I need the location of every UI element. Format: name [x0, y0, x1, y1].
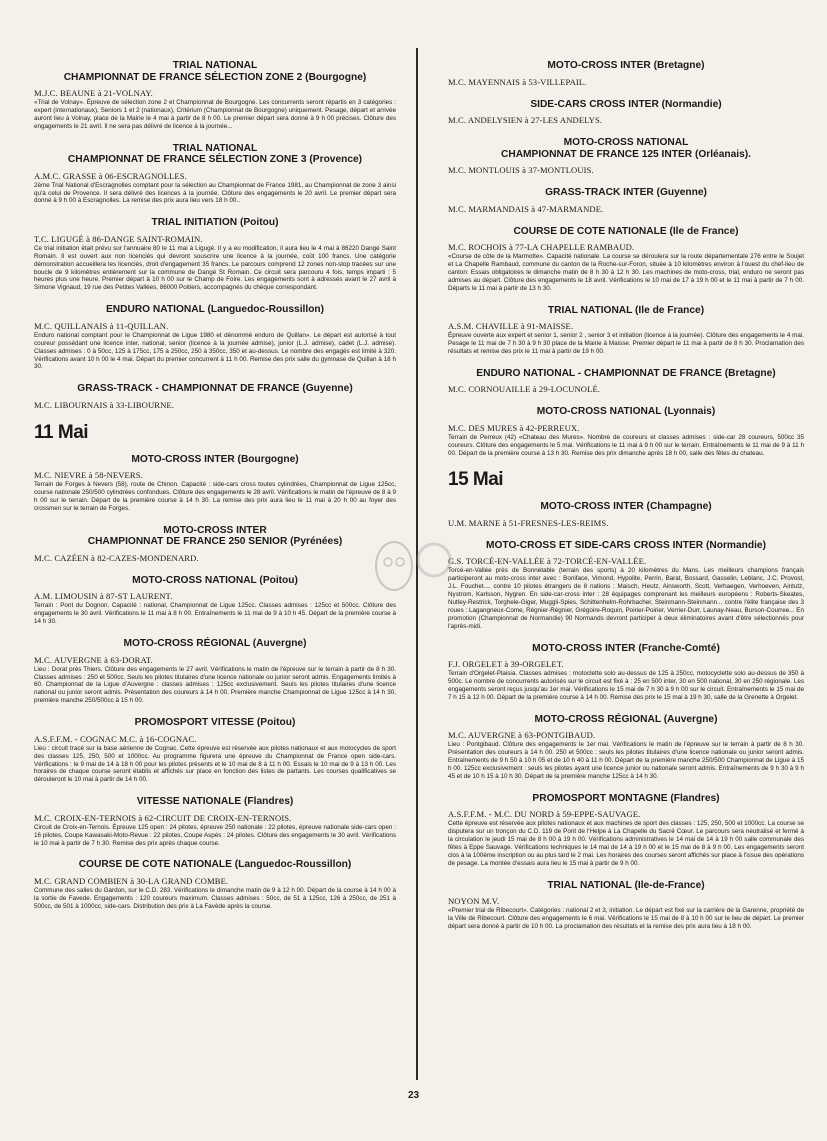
organizer-line: M.C. ANDELYSIEN à 27-LES ANDELYS. [448, 115, 603, 125]
event-entry [34, 383, 396, 410]
event-entry [448, 99, 804, 126]
event-heading: TRIAL INITIATION (Poitou) [151, 217, 279, 229]
organizer-line: A.M. LIMOUSIN à 87-ST LAURENT. [34, 591, 173, 602]
event-entry [448, 60, 804, 87]
organizer-line: M.J.C. BEAUNE à 21-VOLNAY. [34, 88, 153, 98]
event-entry [448, 714, 804, 781]
left-column [34, 60, 396, 923]
organizer-line: M.C. GRAND COMBIEN à 30-LA GRAND COMBE. [34, 875, 229, 886]
event-description: Terrain : Pont du Dognon. Capacité : national, Championnat de Ligue 125cc. Classes admises : 125cc et 500cc. Clôture des engagements le 30 avril. Vérifications le 11 mai à 8 h 00. Entraînements le 11 mai de 9 à 10 h 45. Départ de la première course à 14 h 30. [34, 602, 396, 626]
organizer-line: M.C. CAZÉEN à 82-CAZES-MONDENARD. [34, 552, 199, 563]
event-heading: CHAMPIONNAT DE FRANCE 250 SENIOR (Pyrénées) [87, 536, 343, 548]
organizer-line: M.C. CORNOUAILLE à 29-LOCUNOLÉ. [448, 384, 601, 395]
event-heading: MOTO-CROSS NATIONAL [563, 137, 689, 148]
organizer-line: T.C. LIGUGÉ à 86-DANGE SAINT-ROMAIN. [34, 233, 203, 244]
event-description: «Trial de Volnay». Épreuve de sélection zone 2 et Championnat de Bourgogne. Les concurrents seront répartis en 3 catégories : expert (internationaux), Seniors 1 et 2 (nationaux), Critérium (Championnat de Bourgogne) uniquement. Pesage, départ et arrivée auront lieu à Volnay, place de la Mairie le 4 mai à partir de 8 h 00. Le premier départ sera donné à 9 h 00 précises. Clôture des engagements le 21 avril. Il ne sera pas délivré de licence à la journée... [34, 99, 396, 130]
organizer-line: NOYON M.V. [448, 896, 500, 907]
event-description: Terrain de Perreux (42) «Chateau des Mures». Nombre de coureurs et classes admises : side-car 28 coureurs, 500cc 35 coureurs. Clôture des engagements le 5 mai. Vérifications le 11 mai à 9 h 00 sur le terrain. Entraînements le 11 mai de 9 à 11 h 00. Départ de la première course à 13 h 30. Remise des prix dimanche après 18 h 00, salle des fêtes du chateau. [448, 433, 804, 457]
watermark-logo-icon [366, 528, 456, 598]
event-description: Ce trial initiation était prévu sur l'annuaire 80 le 11 mai à Ligugé. Il y a eu modification, il aura lieu le 4 mai à 86220 Dangé Saint Romain. Il est ouvert aux non licenciés qui devront souscrire une licence à la journée, coût 100 francs. Une catégorie démonstration accueillera les licenciés, droit d'engagement 35 francs. Le parcours comprend 12 zones non-stop tracées sur une boucle de 9 kilomètres entièrement sur la commune de Dangé St Romain. Ce circuit sera parcouru 4 fois, temps imparti : 5 heures plus une heure. Premier départ à 10 h 00 sur le Champ de Foire. Les engagements sont à adressés avant le 27 avril à Simone Vignaud, 19 rue des Petites Vallées, 86000 Poitiers, accompagnés du chèque correspondant. [34, 244, 396, 292]
event-entry [34, 60, 396, 131]
left-entries-b [34, 454, 396, 911]
event-heading: ENDURO NATIONAL (Languedoc-Roussillon) [105, 304, 325, 316]
event-entry [34, 217, 396, 292]
event-description: Circuit de Croix-en-Ternois. Épreuve 125 open : 24 pilotes, épreuve 250 nationale : 22 pilotes, épreuve nationale side-cars open : 16 pilotes, Coupe Kawasaki-Moto-Revue : 22 pilotes, Coupe Aspés : 24 pilotes. Clôture des engagements le 30 avril. Vérifications le 10 mai à partir de 7 h 30. Remise des prix après chaque course. [34, 823, 396, 847]
organizer-line: M.C. AUVERGNE à 63-DORAT. [34, 654, 153, 665]
event-description: 2ème Trial National d'Escragnolles comptant pour la sélection au Championnat de France 1981, au Championnat de zone 3 ainsi qu'à celui de Provence. Il sera délivré des licences à la journée. Clôture des engagements le 20 avril. Le premier départ sera donné à 9 h 00 à Escragnolles. La remise des prix aura lieu vers 18 h 00.. [34, 181, 396, 205]
event-entry [34, 454, 396, 513]
event-description: «Course de côte de la Marmotte». Capacité nationale. La course se déroulera sur la route départementale 276 entre le Soujet et La Chapelle Rambaud, commune du canton de la Roche-sur-Foron, située à 10 kilomètres environ à l'ouest du chef-lieu de canton: Essais obligatoires le dimanche matin de 8 h 30 à 12 h 30. Les machines de moto-cross, trial, enduro ne seront pas admises au départ. Clôture des engagements le 18 avril. Vérifications le 10 mai de 17 à 19 h 00 et le 11 mai à partir de 7 h 00. Départs le 11 mai à partir de 13 h 30. [448, 253, 804, 292]
right-entries-b [448, 501, 804, 931]
event-heading: SIDE-CARS CROSS INTER (Normandie) [530, 98, 722, 110]
event-heading: COURSE DE COTE NATIONALE (Languedoc-Roussillon) [78, 859, 352, 871]
event-heading: CHAMPIONNAT DE FRANCE SÉLECTION ZONE 3 (Provence) [67, 154, 363, 166]
event-heading: PROMOSPORT VITESSE (Poitou) [134, 717, 296, 729]
event-description: Commune des salles du Gardon, sur le C.D. 283. Vérifications le dimanche matin de 9 à 12 h 00. Départ de la course à 14 h 00 à la sortie de Favede. Engagements : 120 coureurs maximum. Classes admises : 50cc, de 51 à 125cc, 126 à 250cc, de 251 à 500cc, de 501 à 1000cc, side-cars. Distribution des prix à La Favède après la course. [34, 886, 396, 910]
event-entry [448, 406, 804, 457]
event-entry [448, 793, 804, 868]
event-heading: MOTO-CROSS ET SIDE-CARS CROSS INTER (Normandie) [486, 539, 766, 551]
event-heading: TRIAL NATIONAL [172, 60, 258, 71]
event-heading: TRIAL NATIONAL [172, 142, 258, 154]
event-heading: MOTO-CROSS INTER (Bretagne) [547, 60, 705, 71]
organizer-line: U.M. MARNE à 51-FRESNES-LES-REIMS. [448, 517, 609, 528]
organizer-line: M.C. QUILLANAIS à 11-QUILLAN. [34, 320, 169, 331]
event-entry [34, 575, 396, 626]
event-entry [448, 501, 804, 528]
event-entry [448, 643, 804, 702]
event-heading: GRASS-TRACK INTER (Guyenne) [545, 187, 707, 198]
event-description: Lieu : Dorat près Thiers. Clôture des engagements le 27 avril. Vérifications le matin de l'épreuve sur le terrain à partir de 8 h 30. Classes admises : 250 et 500cc. Seuls les pilotes titulaires d'une licence nationale ou junior seront admis. Engagements limités à 60. Championnat de la Ligue d'Auvergne : classes admises : 125cc exclusivement. Seuls les pilotes titulaires d'une licence national ou junior seront admis. Présentation des coureurs à 14 h 00. Première manche Championnat de Ligue 125cc à 14 h 30, première manche 250/500cc à 15 h 00. [34, 665, 396, 705]
event-heading: MOTO-CROSS NATIONAL (Lyonnais) [536, 406, 716, 418]
event-heading: VITESSE NATIONALE (Flandres) [136, 796, 294, 808]
event-entry [448, 880, 804, 931]
event-description: Lieu : circuit tracé sur la base aérienne de Cognac. Cette épreuve est réservée aux pilotes nationaux et aux motocycles de sport des classes 125, 250, 500 et 1000cc. Au programme figurera une épreuve du Championnat de France open side-cars. Vérifications : le 9 mai de 14 à 18 h 00 pour les pilotes présents et le 10 mai de 8 à 11 h 00. Essais le 10 mai de 9 à 13 h 00. Les horaires de chaque course seront établis et affichés sur place en fonction des listes de partants. Les courses qualificatives se dérouleront le 10 mai à partir de 14 h 00. [34, 744, 396, 784]
event-heading: MOTO-CROSS INTER (Franche-Comté) [532, 642, 720, 654]
event-heading: ENDURO NATIONAL - CHAMPIONNAT DE FRANCE (Bretagne) [476, 367, 776, 379]
event-entry [448, 540, 804, 631]
organizer-line: M.C. MONTLOUIS à 37-MONTLOUIS. [448, 165, 594, 175]
organizer-line: M.C. CROIX-EN-TERNOIS à 62-CIRCUIT DE CROIX-EN-TERNOIS. [34, 812, 292, 823]
event-entry [34, 638, 396, 705]
event-entry [448, 305, 804, 356]
organizer-line: M.C. MAYENNAIS à 53-VILLEPAIL. [448, 76, 587, 87]
event-entry [448, 368, 804, 395]
event-entry [34, 859, 396, 910]
day-heading-11-mai: 11 Mai [34, 421, 89, 443]
event-description: Lieu : Pontgibaud. Clôture des engagements le 1er mai. Vérifications le matin de l'épreuve sur le terrain à partir de 8 h 30. Présentation des coureurs à 14 h 00. 250 et 500cc : seuls les pilotes titulaires d'une licence nationale ou junior seront admis. Entraînements de 9 h 50 à 10 h 05 et de 10 h 40 à 11 h 00. Départ de la première manche 250/500 Championnat de Ligue à 15 h 00. 125cc exclusivement : seuls les pilotes ayant une licence junior ou nationale seront admis. Entraînements de 9 h 30 à 9 h 45 et de 10 h 15 à 10 h 30. Départ de la première manche 125cc à 14 h 30. [448, 741, 804, 780]
organizer-line: M.C. ROCHOIS à 77-LA CHAPELLE RAMBAUD. [448, 242, 635, 252]
event-entry [448, 187, 804, 214]
organizer-line: M.C. NIEVRE à 58-NEVERS. [34, 470, 143, 481]
organizer-line: F.J. ORGELET à 39-ORGELET. [448, 659, 564, 670]
event-description: Terrain d'Orgelet-Plaisia. Classes admises : motoclette solo au-dessus de 125 à 250cc, motocyclette solo au-dessus de 350 à 500c. Le nombre de concurrents autorisés sur le circuit est fixé à : 25 en 500 inter, 30 en 500 national, 30 en 250 régionale. Les engagements seront reçus jusqu'au 1er mai. Vérifications le 15 mai de 7 h 30 à 9 h 00 sur le circuit. Entraînements le 15 mai de 7 h 15 à 12 h 00. Départ de la première course à 14 h 00. Remise des prix le 15 mai à 19 h 30, salle de la Grenette à Orgelet. [448, 670, 804, 701]
organizer-line: A.S.F.F.M. - COGNAC M.C. à 16-COGNAC. [34, 733, 197, 744]
right-entries-a [448, 60, 804, 457]
event-heading: MOTO-CROSS INTER (Champagne) [540, 501, 712, 513]
event-description: Cette épreuve est réservée aux pilotes nationaux et aux machines de sport des classes : 125, 250, 500 et 1000cc. La course se disputera sur un tronçon du C.D. 119 de Pont de l'Helpe à La Chapelle du Sacré Cœur. Le parcours sera neutralisé et fermé à la circulation le jeudi 15 mai de 8 h 00 à 19 h 00. Vérifications administratives le 14 mai de 14 à 19 h 00 salle communale des fêtes à Eppe Sauvage. Vérifications techniques le 14 mai de 14 à 19 h 00 et le 15 mai de 8 à 9 h 00. Les engagements seront clos à la 100ème inscription ou au plus tard le 2 mai. Les horaires des courses seront affichés sur place à l'issue des opérations de pesage. La montée d'essais aura lieu le 15 mai à partir de 9 h 00. [448, 820, 805, 867]
event-entry [34, 717, 396, 784]
event-description: «Premier trial de Ribecourt». Catégories : national 2 et 3, initiation. Le départ est fixé sur la carrière de la Garenne, propriété de la Ville de Ribecourt. Clôture des engagements le 6 mai. Vérifications le 15 mai de 8 à 10 h 00 sur le lieu de départ. Le premier départ sera donné à partir de 10 h 00. La proclamation des résultats et la remise des prix aura lieu à 18 h 00. [448, 907, 804, 931]
organizer-line: M.C. LIBOURNAIS à 33-LIBOURNE. [34, 399, 175, 410]
event-heading: MOTO-CROSS RÉGIONAL (Auvergne) [534, 713, 718, 725]
event-description: Enduro national comptant pour le Championnat de Ligue 1980 et dénommé enduro de Quillan». Le départ est autorisé à tout coureur possédant une licence inter, national, senior (licence à la journée admise), junior (L.J. admise), cadet (L.J. admise). Classes admises : 0 à 50cc, 125 à 175cc, 175 à 250cc, 250 à 350cc, 350 et au-dessus. Le nombre des engagés est limité à 320. Vérifications avant 10 h 00 le 4 mai. Départ du premier concurrent à 11 h 00. Remise des prix salle du gymnase de Quillan à 18 h 30. [34, 331, 396, 371]
event-entry [448, 137, 804, 175]
page-number: 23 [407, 1090, 420, 1101]
event-heading: GRASS-TRACK - CHAMPIONNAT DE FRANCE (Guyenne) [77, 383, 353, 395]
day-heading-15-mai: 15 Mai [448, 469, 504, 491]
right-column [448, 60, 804, 943]
organizer-line: G.S. TORCÉ-EN-VALLÉE à 72-TORCÉ-EN-VALLÉE. [448, 556, 647, 567]
event-heading: CHAMPIONNAT DE FRANCE SÉLECTION ZONE 2 (Bourgogne) [63, 71, 367, 83]
organizer-line: A.S.F.F.M. - M.C. DU NORD à 59-EPPE-SAUVAGE. [448, 809, 641, 820]
event-entry [34, 143, 396, 206]
organizer-line: M.C. MARMANDAIS à 47-MARMANDE. [448, 203, 604, 214]
event-entry [448, 226, 804, 293]
event-heading: PROMOSPORT MONTAGNE (Flandres) [532, 792, 720, 804]
event-heading: MOTO-CROSS INTER [163, 524, 267, 536]
event-heading: MOTO-CROSS INTER (Bourgogne) [131, 453, 299, 465]
event-heading: MOTO-CROSS NATIONAL (Poitou) [132, 574, 298, 586]
organizer-line: A.S.M. CHAVILLE à 91-MAISSE. [448, 321, 574, 332]
event-entry [34, 525, 396, 563]
event-entry [34, 796, 396, 847]
event-description: Épreuve ouverte aux expert et senior 1, senior 2 , senior 3 et initiation (licence à la journée). Clôture des engagements le 4 mai. Pesage le 11 mai de 7 h 30 à 9 h 30 place de la Mairie à Maisse. Premier départ le 11 mai à partir de 8 h 30. Proclamation des résultats et remise des prix le 11 mai à partir de 19 h 00. [448, 332, 804, 355]
event-entry [34, 304, 396, 371]
event-description: Torcé-en-Vallée près de Bonnétable (terrain des sports) à 20 kilomètres du Mans. Les meilleurs champions français participeront au moto-cross inter avec : Boniface, Vimond, Hypolite, Perrin, Barat, Bossard, Gasselin, Leblanc, J.C. Provost, J.L. Fouchet.... contre 10 pilotes étrangers de 8 nations : Maisch, Heutz, Ainsworth, Scott, Verhaegen, Verhoeven, Aintutz, Nystrom, Karlsson, Nygren. En side-car-cross inter : 28 équipages comprenant les meilleurs européens : Roberts-Skeates, Nutley-Restrick, Torghele-Giger, Muggli-Spies, Schittenhelm-Rohrbacher, Steinmann-Steinmann... contre l'élite française des 3 roues : Lagangneux-Come, Régnier-Régnier, Grégoire-Roquin, Poirier-Poirier, Verrier-Durr, Launay-Neau, Burson-Courree... En promotion (Championnat de Normandie) 90 Normands devront participer à deux éliminatoires avant d'être sélectionnés pour l'après-midi. [448, 567, 804, 630]
organizer-line: A.M.C. GRASSE à 06-ESCRAGNOLLES. [34, 170, 187, 181]
organizer-line: M.C. DES MURES à 42-PERREUX. [448, 422, 580, 433]
event-heading: COURSE DE COTE NATIONALE (Ile de France) [513, 225, 739, 237]
event-heading: TRIAL NATIONAL (Ile-de-France) [547, 879, 705, 891]
left-entries-a [34, 60, 396, 410]
event-heading: CHAMPIONNAT DE FRANCE 125 INTER (Orléanais). [500, 148, 751, 160]
organizer-line: M.C. AUVERGNE à 63-PONTGIBAUD. [448, 730, 596, 741]
event-heading: TRIAL NATIONAL (Ile de France) [547, 304, 705, 316]
event-heading: MOTO-CROSS RÉGIONAL (Auvergne) [123, 638, 307, 650]
event-description: Terrain de Forges à Nevers (58), route de Chinon. Capacité : side-cars cross toutes cylindrées, Championnat de Ligue 125cc, course nationale 250/500 cylindrées confondues. Clôture des engagements le 28 avril. Vérifications le matin de l'épreuve de 8 à 9 h 00 sur le terrain. Départ de la première course à 14 h 30. La remise des prix aura lieu le 11 mai à 20 h 00 au foyer des crossmen sur le terrain de Forges. [34, 481, 396, 513]
